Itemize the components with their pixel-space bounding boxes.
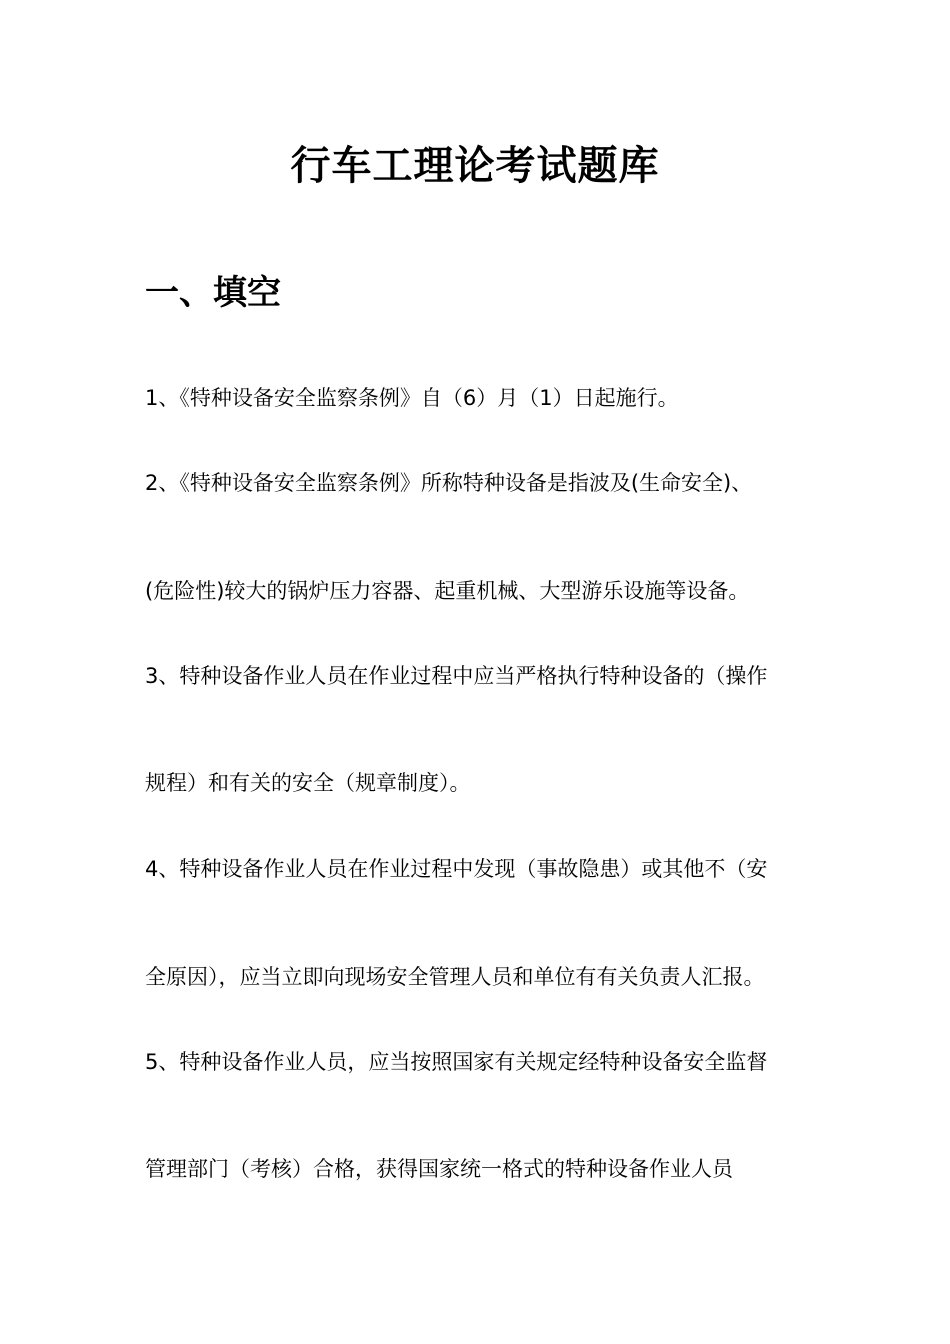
text-line: 3、特种设备作业人员在作业过程中应当严格执行特种设备的（操作 (145, 664, 768, 688)
text-line: 4、特种设备作业人员在作业过程中发现（事故隐患）或其他不（安 (145, 857, 768, 881)
text-line: 5、特种设备作业人员，应当按照国家有关规定经特种设备安全监督 (145, 1050, 768, 1074)
text-line: 规程）和有关的安全（规章制度）。 (145, 771, 471, 795)
text-line: 全原因），应当立即向现场安全管理人员和单位有有关负责人汇报。 (145, 965, 765, 989)
document-title: 行车工理论考试题库 (290, 143, 660, 189)
text-line: 2、《特种设备安全监察条例》所称特种设备是指波及(生命安全)、 (145, 471, 753, 495)
section-heading: 一、填空 (145, 273, 281, 313)
text-line: (危险性)较大的锅炉压力容器、起重机械、大型游乐设施等设备。 (145, 579, 750, 603)
text-line: 管理部门（考核）合格，获得国家统一格式的特种设备作业人员 (145, 1157, 733, 1181)
text-line: 1、《特种设备安全监察条例》自（6）月（1）日起施行。 (145, 386, 679, 410)
